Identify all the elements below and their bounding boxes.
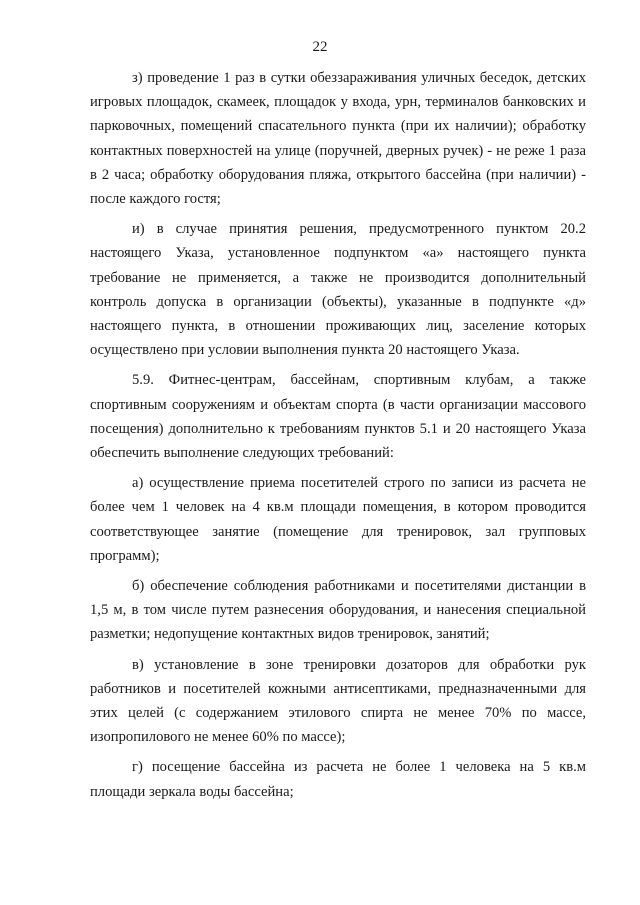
paragraph-i: и) в случае принятия решения, предусмотренного пунктом 20.2 настоящего Указа, установленное подпунктом «а» настоящего пункта требование не применяется, а также не производится дополнительный контроль допуска в организации (объекты), указанные в подпункте «д» настоящего пункта, в отношении проживающих лиц, заселение которых осуществлено при условии выполнения пункта 20 настоящего Указа.	[90, 221, 586, 359]
page-number: 22	[312, 39, 328, 55]
document-body	[90, 66, 586, 810]
paragraph-v: в) установление в зоне тренировки дозаторов для обработки рук работников и посетителей кожными антисептиками, предназначенными для этих целей (с содержанием этилового спирта не менее 70% по массе, изопропилового не менее 60% по массе);	[90, 656, 586, 746]
paragraph-z: з) проведение 1 раз в сутки обеззараживания уличных беседок, детских игровых площадок, скамеек, площадок у входа, урн, терминалов банковских и парковочных, помещений спасательного пункта (при их наличии); обработку контактных поверхностей на улице (поручней, дверных ручек) - не реже 1 раза в 2 часа; обработку оборудования пляжа, открытого бассейна (при наличии) - после каждого гостя;	[90, 70, 586, 208]
paragraph-5-9: 5.9. Фитнес-центрам, бассейнам, спортивным клубам, а также спортивным сооружениям и объектам спорта (в части организации массового посещения) дополнительно к требованиям пунктов 5.1 и 20 настоящего Указа обеспечить выполнение следующих требований:	[90, 372, 586, 462]
paragraph-a: а) осуществление приема посетителей строго по записи из расчета не более чем 1 человек на 4 кв.м площади помещения, в котором проводится соответствующее занятие (помещение для тренировок, зал групповых программ);	[90, 475, 586, 564]
paragraph-b: б) обеспечение соблюдения работниками и посетителями дистанции в 1,5 м, в том числе путем разнесения оборудования, и нанесения специальной разметки; недопущение контактных видов тренировок, занятий;	[90, 578, 586, 643]
paragraph-g: г) посещение бассейна из расчета не более 1 человека на 5 кв.м площади зеркала воды бассейна;	[90, 759, 586, 800]
